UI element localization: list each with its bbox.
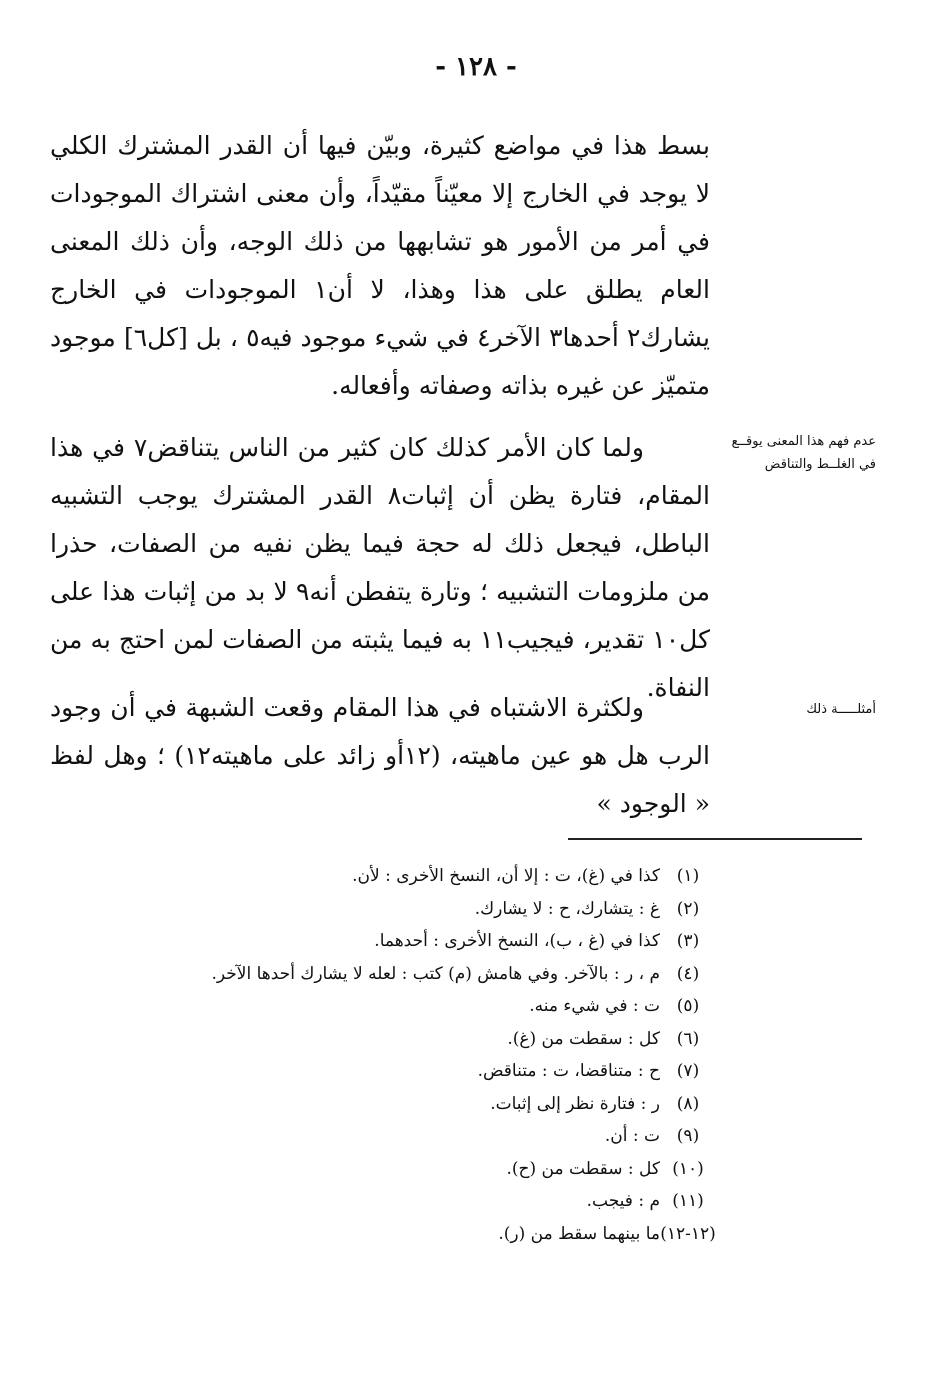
body-paragraph-2 xyxy=(50,424,710,712)
footnote-text: ما بينهما سقط من (ر). xyxy=(498,1223,660,1244)
body-paragraph-1 xyxy=(50,122,710,410)
footnote-number: (٦) xyxy=(676,1028,700,1049)
footnote-item xyxy=(60,860,716,893)
footnote-text: م : فيجب. xyxy=(586,1191,660,1211)
footnote-text: م ، ر : بالآخر. وفي هامش (م) كتب : لعله لا يشارك أحدها الآخر. xyxy=(211,963,660,984)
footnotes-list xyxy=(60,860,716,1250)
footnote-text: كذا في (غ ، ب)، النسخ الأخرى : أحدهما. xyxy=(374,931,660,951)
footnote-number: (٤) xyxy=(676,963,700,984)
footnote-text: ت : أن. xyxy=(604,1126,660,1146)
paragraph-text: ولكثرة الاشتباه في هذا المقام وقعت الشبهة في أن وجود الرب هل هو عين ماهيته، (١٢أو زائد على ماهيته١٢) ؛ وهل لفظ « الوجود » xyxy=(50,693,711,818)
paragraph-text: ولما كان الأمر كذلك كان كثير من الناس يتناقض٧ في هذا المقام، فتارة يظن أن إثبات٨ القدر المشترك يوجب التشبيه الباطل، فيجعل ذلك له حجة فيما يظن نفيه من الصفات، حذرا من ملزومات التشبيه ؛ وتارة يتفطن أنه٩ لا بد من إثبات هذا على كل١٠ تقدير، فيجيب١١ به فيما يثبته من الصفات لمن احتج به من النفاة. xyxy=(50,433,711,702)
footnote-text: غ : يتشارك، ح : لا يشارك. xyxy=(474,898,660,919)
footnote-text: كل : سقطت من (غ). xyxy=(507,1028,660,1049)
footnote-number: (٨) xyxy=(676,1093,700,1114)
footnote-item xyxy=(60,1055,716,1088)
footnote-number: (٩) xyxy=(676,1126,700,1146)
footnote-item xyxy=(60,1153,716,1186)
paragraph-text: بسط هذا في مواضع كثيرة، وبيّن فيها أن القدر المشترك الكلي لا يوجد في الخارج إلا معيّناً مقيّداً، وأن معنى اشتراك الموجودات في أمر من الأمور هو تشابهها من ذلك الوجه، وأن ذلك المعنى العام يطلق على هذا وهذا، لا أن١ الموجودات في الخارج يشارك٢ أحدها٣ الآخر٤ في شيء موجود فيه٥ ، بل [كل٦] موجود متميّز عن غيره بذاته وصفاته وأفعاله. xyxy=(50,131,710,400)
footnote-number: (٥) xyxy=(676,996,700,1016)
footnote-item xyxy=(60,990,716,1023)
footnote-item xyxy=(60,1120,716,1153)
footnote-text: ح : متناقضا، ت : متناقض. xyxy=(477,1061,660,1081)
margin-note-1: عدم فهم هذا المعنى يوقــع في الغلــط والتناقض xyxy=(731,434,876,472)
footnote-number: (١) xyxy=(676,866,700,886)
footnote-number: (١٢-١٢) xyxy=(660,1223,716,1244)
footnote-item xyxy=(60,1218,716,1251)
footnote-number: (٧) xyxy=(676,1061,700,1081)
footnote-number: (١٠) xyxy=(672,1158,704,1179)
footnote-text: كل : سقطت من (ح). xyxy=(506,1158,660,1179)
footnote-item xyxy=(60,893,716,926)
footnote-text: كذا في (غ)، ت : إلا أن، النسخ الأخرى : لأن. xyxy=(352,866,660,886)
margin-note-2: أمثلـــــة ذلك xyxy=(806,702,876,717)
footnote-item xyxy=(60,925,716,958)
footnote-item xyxy=(60,1023,716,1056)
footnote-text: ت : في شيء منه. xyxy=(529,996,660,1016)
footnote-item xyxy=(60,1088,716,1121)
footnote-number: (١١) xyxy=(672,1191,704,1211)
footnote-number: (٣) xyxy=(676,931,700,951)
footnote-text: ر : فتارة نظر إلى إثبات. xyxy=(490,1093,660,1114)
footnote-number: (٢) xyxy=(676,898,700,919)
footnote-item xyxy=(60,958,716,991)
footnote-divider xyxy=(568,838,862,840)
page-number: - ١٢٨ - xyxy=(435,52,517,82)
footnote-item xyxy=(60,1185,716,1218)
body-paragraph-3 xyxy=(50,684,710,828)
